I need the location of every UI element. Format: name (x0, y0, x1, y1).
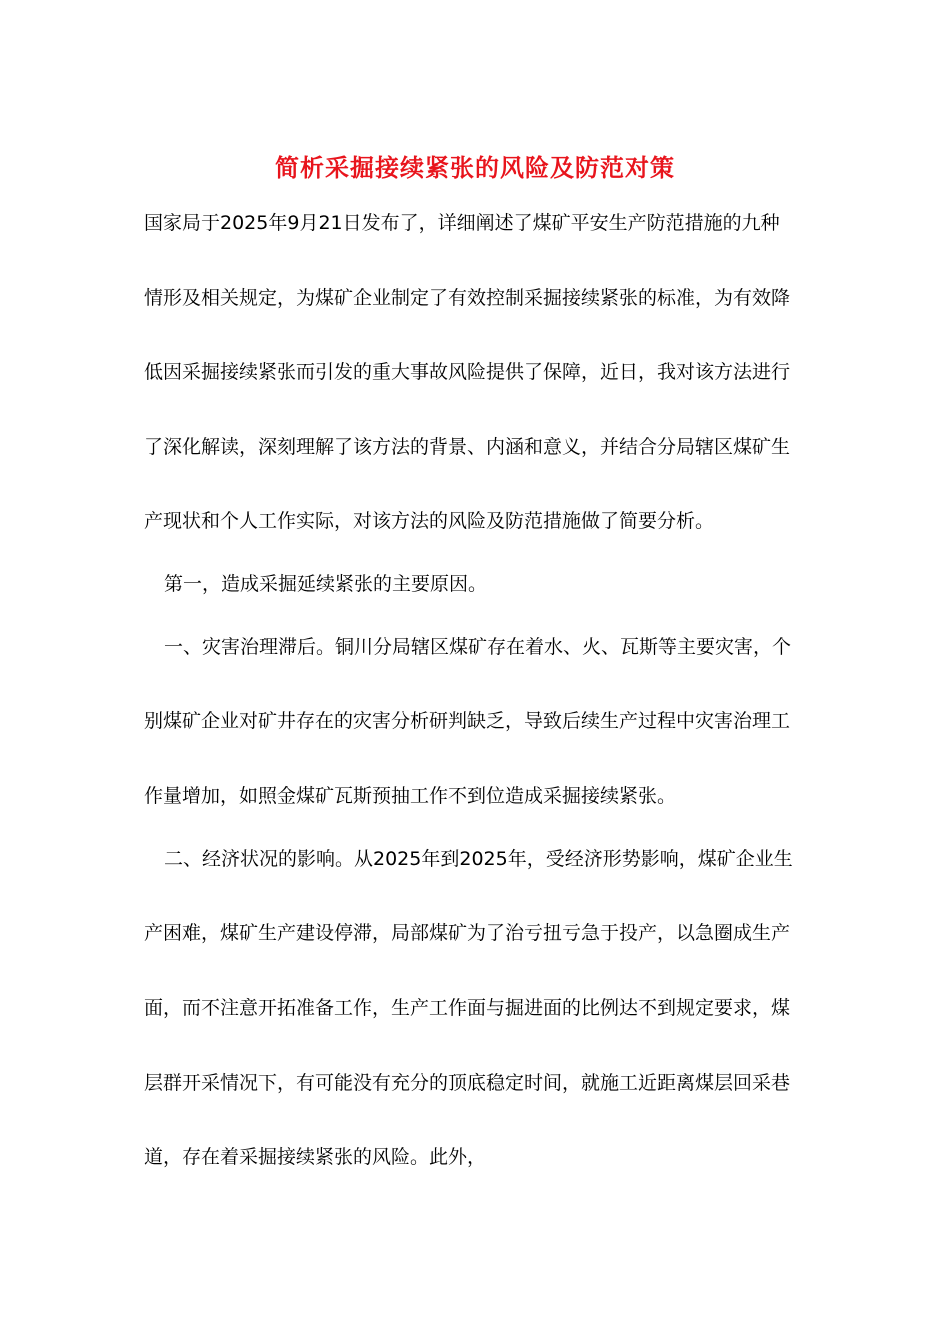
paragraph-line: 情形及相关规定，为煤矿企业制定了有效控制采掘接续紧张的标准，为有效降 (144, 287, 791, 309)
paragraph-line: 国家局于2025年9月21日发布了，详细阐述了煤矿平安生产防范措施的九种 (144, 212, 780, 234)
paragraph-line: 一、灾害治理滞后。铜川分局辖区煤矿存在着水、火、瓦斯等主要灾害，个 (164, 636, 792, 658)
paragraph-line: 二、经济状况的影响。从2025年到2025年，受经济形势影响，煤矿企业生 (164, 848, 793, 870)
paragraph-line: 层群开采情况下，有可能没有充分的顶底稳定时间，就施工近距离煤层回采巷 (144, 1072, 791, 1094)
paragraph-line: 产困难，煤矿生产建设停滞，局部煤矿为了治亏扭亏急于投产，以急圈成生产 (144, 922, 791, 944)
paragraph-line: 作量增加，如照金煤矿瓦斯预抽工作不到位造成采掘接续紧张。 (144, 785, 677, 807)
paragraph-line: 面，而不注意开拓准备工作，生产工作面与掘进面的比例达不到规定要求，煤 (144, 997, 791, 1019)
paragraph-line: 道，存在着采掘接续紧张的风险。此外， (144, 1146, 487, 1168)
document-title: 简析采掘接续紧张的风险及防范对策 (275, 153, 675, 182)
paragraph-line: 产现状和个人工作实际，对该方法的风险及防范措施做了简要分析。 (144, 510, 715, 532)
paragraph-line: 低因采掘接续紧张而引发的重大事故风险提供了保障，近日，我对该方法进行 (144, 361, 791, 383)
paragraph-line: 了深化解读，深刻理解了该方法的背景、内涵和意义，并结合分局辖区煤矿生 (144, 436, 791, 458)
paragraph-line: 别煤矿企业对矿井存在的灾害分析研判缺乏，导致后续生产过程中灾害治理工 (144, 710, 791, 732)
section-heading: 第一，造成采掘延续紧张的主要原因。 (164, 573, 488, 595)
